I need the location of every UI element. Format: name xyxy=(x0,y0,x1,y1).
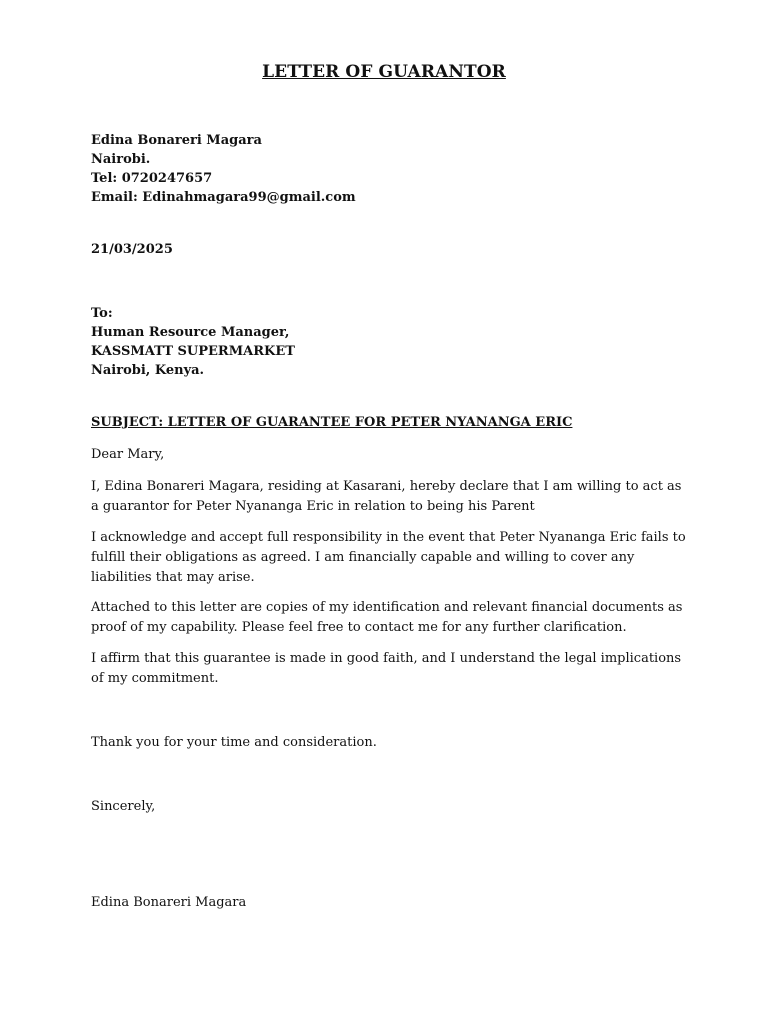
body-paragraph-2: I acknowledge and accept full responsibility in the event that Peter Nyananga Eric fails to fulfill their obligations as agreed. I am financially capable and willing to cover any liabilities that may arise. xyxy=(91,530,686,585)
recipient-location: Nairobi, Kenya. xyxy=(91,363,205,378)
body-paragraph-3: Attached to this letter are copies of my identification and relevant financial documents as proof of my capability. Please feel free to contact me for any further clarification. xyxy=(91,600,683,635)
recipient-to: To: xyxy=(91,306,113,321)
sender-tel: Tel: 0720247657 xyxy=(91,171,213,186)
recipient-company: KASSMATT SUPERMARKET xyxy=(91,344,295,359)
sender-email: Email: Edinahmagara99@gmail.com xyxy=(91,190,356,205)
salutation: Dear Mary, xyxy=(91,447,165,462)
recipient-block xyxy=(91,304,691,380)
body-paragraph-4: I affirm that this guarantee is made in good faith, and I understand the legal implications of my commitment. xyxy=(91,651,682,686)
recipient-title: Human Resource Manager, xyxy=(91,325,290,340)
sender-city: Nairobi. xyxy=(91,152,151,167)
letter-title: LETTER OF GUARANTOR xyxy=(262,62,506,82)
sender-name: Edina Bonareri Magara xyxy=(91,133,262,148)
closing-thanks: Thank you for your time and consideration. xyxy=(91,735,377,750)
letter-subject: SUBJECT: LETTER OF GUARANTEE FOR PETER NYANANGA ERIC xyxy=(91,415,573,430)
signature-name: Edina Bonareri Magara xyxy=(91,895,247,910)
letter-date: 21/03/2025 xyxy=(91,242,173,257)
sender-block xyxy=(91,131,691,207)
signoff: Sincerely, xyxy=(91,799,156,814)
body-paragraph-1: I, Edina Bonareri Magara, residing at Kasarani, hereby declare that I am willing to act as a guarantor for Peter Nyananga Eric in relation to being his Parent xyxy=(91,479,682,514)
